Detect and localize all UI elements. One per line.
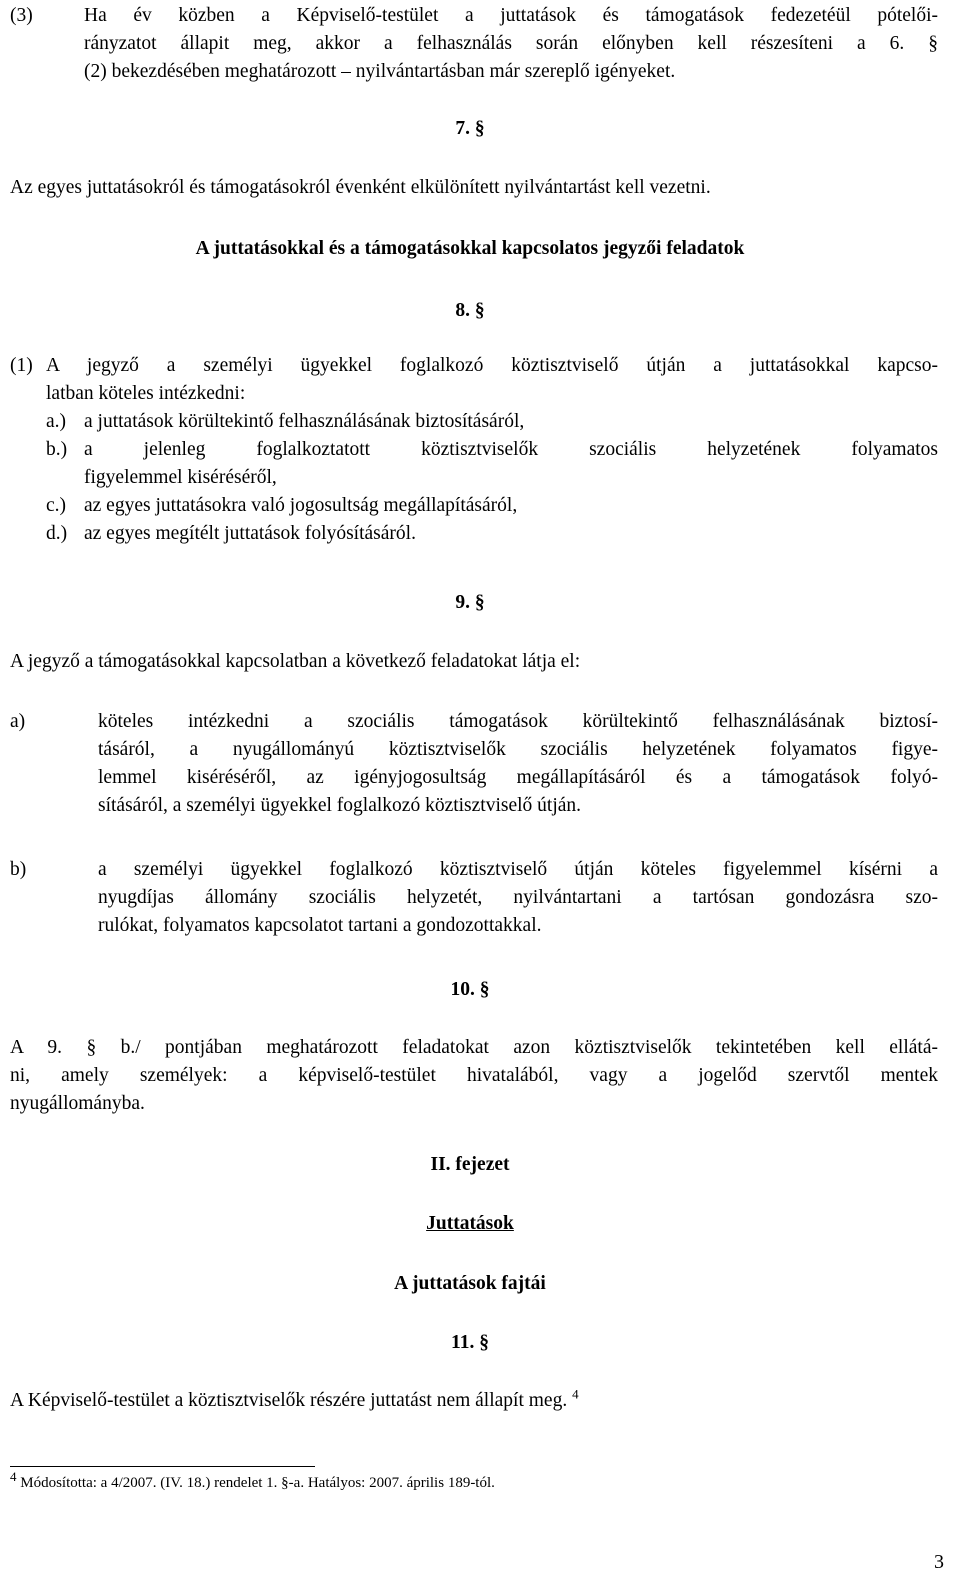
section-11-heading: 11. §	[451, 1332, 489, 1353]
list-item	[46, 408, 938, 436]
list-item-text: a jelenleg foglalkoztatott köztisztviselők szociális helyzetének folyamatos	[84, 439, 938, 460]
footnote-number: 4	[10, 1469, 17, 1484]
section-9-item-b	[10, 856, 938, 940]
list-item	[46, 492, 938, 520]
chapter-title	[0, 1210, 940, 1238]
paragraph-6-3	[10, 2, 938, 86]
list-item	[46, 520, 938, 548]
section-9-heading: 9. §	[455, 592, 485, 613]
section-7-heading: 7. §	[455, 118, 485, 139]
chapter-number: II. fejezet	[430, 1154, 510, 1175]
list-item-text: sításáról, a személyi ügyekkel foglalkozó köztisztviselő útján.	[98, 795, 582, 816]
list-item-label: a.)	[46, 411, 67, 432]
paragraph-line: A jegyző a személyi ügyekkel foglalkozó köztisztviselő útján a juttatásokkal kapcso-	[46, 355, 938, 376]
paragraph-line: rányzatot állapit meg, akkor a felhasználás során előnyben kell részesíteni a 6. §	[84, 33, 938, 54]
section-8-heading: 8. §	[455, 300, 485, 321]
list-item-text: az egyes megítélt juttatások folyósításáról.	[84, 523, 416, 544]
footnote-separator	[10, 1466, 315, 1467]
list-item-label: d.)	[46, 523, 68, 544]
section-11-text	[10, 1387, 938, 1415]
list-item	[46, 436, 938, 492]
list-item-text: köteles intézkedni a szociális támogatások körültekintő felhasználásának biztosí-	[98, 711, 938, 732]
list-item-text: tásáról, a nyugállományú köztisztviselők szociális helyzetének folyamatos figye-	[98, 739, 938, 760]
list-item-text: az egyes juttatásokra való jogosultság megállapításáról,	[84, 495, 518, 516]
footnote-text: Módosította: a 4/2007. (IV. 18.) rendelet 1. §-a. Hatályos: 2007. április 189-tól.	[20, 1475, 495, 1491]
list-item-label: c.)	[46, 495, 67, 516]
list-item-text: a személyi ügyekkel foglalkozó köztisztviselő útján köteles figyelemmel kísérni a	[98, 859, 938, 880]
list-item-label: a)	[10, 711, 26, 732]
page-number: 3	[934, 1551, 944, 1573]
list-item-text: nyugdíjas állomány szociális helyzetét, nyilvántartani a tartósan gondozásra szo-	[98, 887, 938, 908]
paragraph-number: (3)	[10, 5, 33, 26]
paragraph-line: Ha év közben a Képviselő-testület a juttatások és támogatások fedezetéül pótelői-	[84, 5, 938, 26]
section-8-paragraph-1	[10, 352, 938, 548]
list-item-text: figyelemmel kiséréséről,	[84, 467, 277, 488]
paragraph-number: (1)	[10, 355, 33, 376]
footnote	[10, 1469, 938, 1493]
section-9-item-a	[10, 708, 938, 820]
paragraph-line: nyugállományba.	[10, 1093, 145, 1114]
section-7-text: Az egyes juttatásokról és támogatásokról évenként elkülönített nyilvántartást kell vezetni.	[10, 177, 711, 198]
paragraph-line: (2) bekezdésében meghatározott – nyilvántartásban már szereplő igényeket.	[84, 61, 676, 82]
paragraph-line: latban köteles intézkedni:	[46, 383, 246, 404]
list-item-label: b)	[10, 859, 27, 880]
list	[10, 408, 938, 548]
list-item-text: rulókat, folyamatos kapcsolatot tartani a gondozottakkal.	[98, 915, 542, 936]
subheading-notary-duties: A juttatásokkal és a támogatásokkal kapcsolatos jegyzői feladatok	[195, 238, 745, 259]
list-item-label: b.)	[46, 439, 68, 460]
section-11-sentence: A Képviselő-testület a köztisztviselők részére juttatást nem állapít meg.	[10, 1390, 568, 1411]
section-10-heading: 10. §	[450, 979, 490, 1000]
section-10-text	[10, 1034, 938, 1118]
section-9-intro: A jegyző a támogatásokkal kapcsolatban a következő feladatokat látja el:	[10, 651, 581, 672]
chapter-subtitle: A juttatások fajtái	[394, 1273, 546, 1294]
paragraph-line: A 9. § b./ pontjában meghatározott feladatokat azon köztisztviselők tekintetében kell ellátá-	[10, 1037, 938, 1058]
list-item-text: lemmel kiséréséről, az igényjogosultság megállapításáról és a támogatások folyó-	[98, 767, 938, 788]
paragraph-line: ni, amely személyek: a képviselő-testület hivatalából, vagy a jogelőd szervtől mentek	[10, 1065, 938, 1086]
footnote-reference[interactable]: 4	[572, 1386, 579, 1402]
chapter-title-text: Juttatások	[426, 1213, 514, 1234]
list-item-text: a juttatások körültekintő felhasználásának biztosításáról,	[84, 411, 525, 432]
